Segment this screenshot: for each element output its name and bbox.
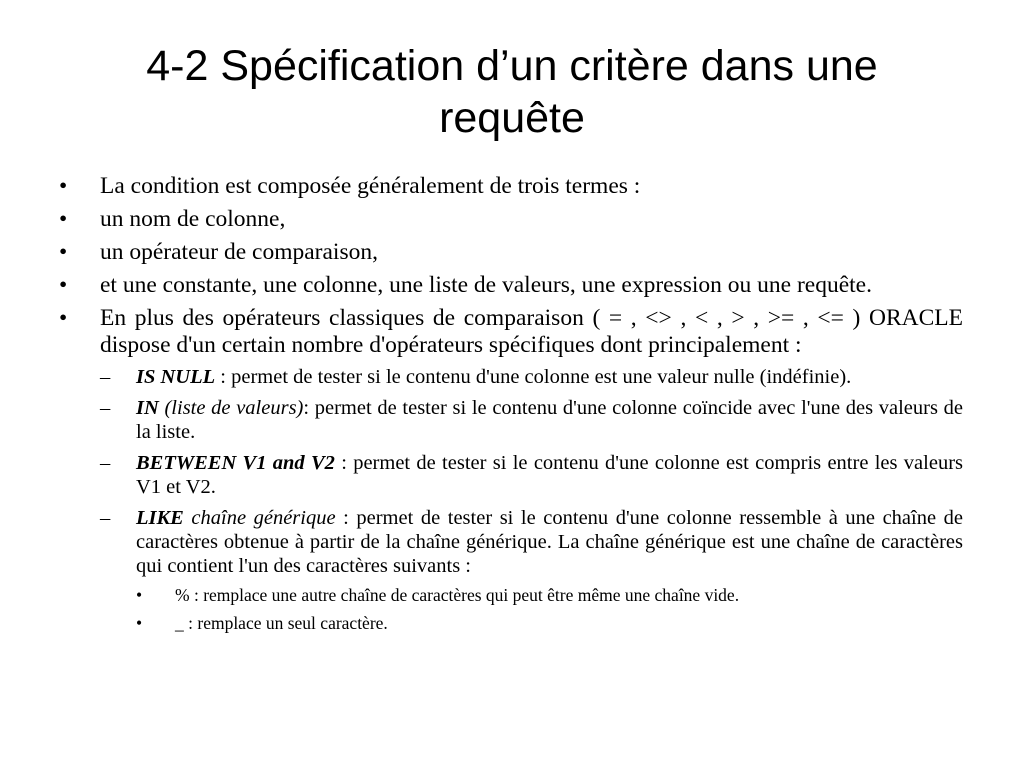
bullet-marker: • [59,305,68,331]
sub-item-is-null [100,365,963,389]
operator-term: IS NULL [136,366,216,388]
operator-term: LIKE [136,507,184,529]
wildcard-percent [136,585,963,606]
bullet-text: un nom de colonne, [100,206,286,232]
sub-item-between [100,451,963,499]
bullet-marker: • [59,206,68,232]
sub-item-like [100,506,963,578]
operator-term: BETWEEN V1 and V2 [136,452,335,474]
dash-marker: – [100,366,111,388]
operator-description: : permet de tester si le contenu d'une colonne est une valeur nulle (indéfinie). [215,366,852,388]
bullet-comparison-operator [59,239,963,266]
operator-argument: chaîne générique [183,507,336,529]
operator-argument: (liste de valeurs) [158,397,304,419]
slide-title [60,40,964,144]
operator-description: : permet de tester si le contenu d'une colonne coïncide avec l'une des valeurs de la liste. [136,397,963,443]
operator-description: : permet de tester si le contenu d'une colonne ressemble à une chaîne de caractères obtenue à partir de la chaîne générique. La chaîne générique est une chaîne de caractères qui contient l'un des caractères suivants : [136,507,963,577]
bullet-marker: • [136,585,143,605]
slide-body [59,173,963,641]
operator-description: : permet de tester si le contenu d'une colonne est compris entre les valeurs V1 et V2. [136,452,963,498]
sub-item-in [100,396,963,444]
dash-marker: – [100,397,111,419]
bullet-marker: • [59,272,68,298]
bullet-marker: • [59,239,68,265]
bullet-constant [59,272,963,299]
wildcard-description: _ : remplace un seul caractère. [175,613,388,633]
slide-title-line-2: requête [439,94,585,142]
bullet-column-name [59,206,963,233]
bullet-marker: • [59,173,68,199]
operator-term: IN [136,397,159,419]
bullet-text: un opérateur de comparaison, [100,239,378,265]
dash-marker: – [100,507,111,529]
dash-marker: – [100,452,111,474]
bullet-oracle-operators [59,305,963,359]
bullet-text: En plus des opérateurs classiques de comparaison ( = , <> , < , > , >= , <= ) ORACLE dispose d'un certain nombre d'opérateurs spécifiques dont principalement : [100,305,963,358]
wildcard-description: % : remplace une autre chaîne de caractères qui peut être même une chaîne vide. [175,585,740,605]
bullet-text: et une constante, une colonne, une liste de valeurs, une expression ou une requête. [100,272,872,298]
bullet-marker: • [136,613,143,633]
slide-title-line-1: 4-2 Spécification d’un critère dans une [146,42,878,90]
wildcard-underscore [136,613,963,634]
bullet-condition-terms [59,173,963,200]
bullet-text: La condition est composée généralement de trois termes : [100,173,641,199]
